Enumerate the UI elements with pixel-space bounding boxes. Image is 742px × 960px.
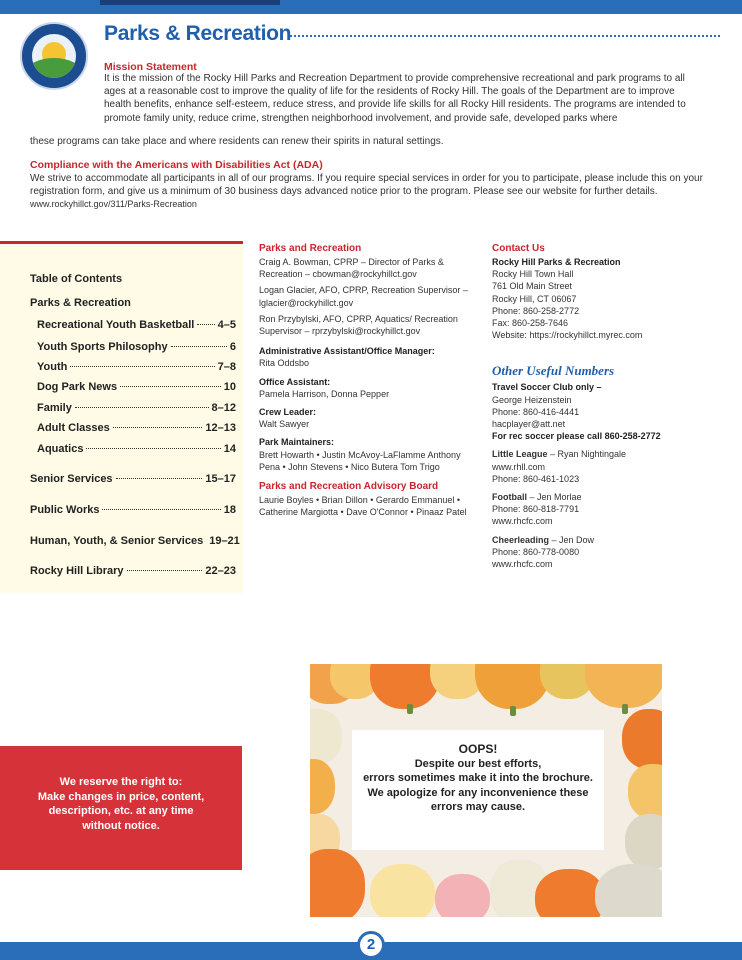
little-league-entry: Little League – Ryan Nightingale [492,449,627,460]
toc-item[interactable]: Dog Park News 10 [37,381,236,393]
office-names: Pamela Harrison, Donna Pepper [259,388,390,399]
contact-column [492,243,722,570]
top-banner-accent [100,0,280,5]
other-numbers-heading: Other Useful Numbers [492,363,615,379]
advisory-board-names: Laurie Boyles • Brian Dillon • Gerardo Emmanuel • Catherine Margiotta • Dave O'Connor • Pinaaz Patel [259,495,467,518]
seal-hill-icon [32,58,76,78]
travel-soccer-contact: George Heizenstein [492,394,572,405]
travel-soccer-title: Travel Soccer Club only – [492,382,602,393]
maintainers-names: Brett Howarth • Justin McAvoy-LaFlamme Anthony Pena • John Stevens • Nico Butera Tom Trigo [259,449,461,472]
oops-title: OOPS! [458,742,498,756]
cheerleading-site-link[interactable]: www.rhcfc.com [492,559,553,570]
seal-emblem [32,34,76,78]
notice-text: We reserve the right to: Make changes in price, content, description, etc. at any time without notice. [37,776,205,832]
contact-fax: Fax: 860-258-7646 [492,318,569,329]
toc-item[interactable]: Recreational Youth Basketball 4–5 [37,319,236,331]
mission-text: It is the mission of the Rocky Hill Parks and Recreation Department to provide comprehensive recreational and park programs to all ages at a reasonable cost to improve the quality of life for the residents of Rocky Hill. The goals of the Department are to improve health benefits, enhance self-esteem, reduce stress, and provide life skills for all Rocky Hill residents. The programs are intended to promote family unity, reduce crime, strengthen neighborhood involvement, and provide safe, developed parks where [104,73,686,124]
toc-section[interactable]: Human, Youth, & Senior Services 19–21 [30,535,240,547]
contact-street: 761 Old Main Street [492,281,573,292]
mission-heading: Mission Statement [104,61,197,73]
rec-soccer-note: For rec soccer please call 860-258-2772 [492,431,661,442]
admin-title: Administrative Assistant/Office Manager: [259,346,435,357]
contact-building: Rocky Hill Town Hall [492,269,574,280]
mission-text-cont: these programs can take place and where residents can renew their spirits in natural settings. [30,136,444,147]
toc-section-parks: Parks & Recreation [30,297,131,309]
staff-supervisor: Logan Glacier, AFO, CPRP, Recreation Supervisor – lglacier@rockyhillct.gov [259,285,468,308]
staff-heading: Parks and Recreation [259,243,362,254]
page-number: 2 [357,931,385,959]
advisory-board-heading: Parks and Recreation Advisory Board [259,481,439,493]
town-seal-logo [20,22,88,90]
staff-column [259,243,479,518]
little-league-phone: Phone: 860-461-1023 [492,473,580,484]
toc-title: Table of Contents [30,273,123,285]
contact-city: Rocky Hill, CT 06067 [492,293,577,304]
toc-section[interactable]: Senior Services 15–17 [30,473,236,485]
office-title: Office Assistant: [259,376,331,387]
football-phone: Phone: 860-818-7791 [492,504,580,515]
cheerleading-entry: Cheerleading – Jen Dow [492,534,595,545]
toc-item[interactable]: Adult Classes 12–13 [37,422,236,434]
oops-message: OOPS! Despite our best efforts, errors sometimes make it into the brochure. We apologize for any inconvenience these errors may cause. [352,742,604,815]
page-title: Parks & Recreation [104,22,292,45]
travel-soccer-phone: Phone: 860-416-4441 [492,406,580,417]
ada-website-link[interactable]: www.rockyhillct.gov/311/Parks-Recreation [30,199,197,210]
football-site-link[interactable]: www.rhcfc.com [492,516,553,527]
staff-director: Craig A. Bowman, CPRP – Director of Parks & Recreation – cbowman@rockyhillct.gov [259,257,444,280]
contact-phone: Phone: 860-258-2772 [492,305,580,316]
football-entry: Football – Jen Morlae [492,492,582,503]
travel-soccer-email-link[interactable]: hacplayer@att.net [492,419,566,430]
toc-section[interactable]: Rocky Hill Library 22–23 [30,565,236,577]
staff-supervisor: Ron Przybylski, AFO, CPRP, Aquatics/ Recreation Supervisor – rprzybylski@rockyhillct.gov [259,313,458,337]
crew-name: Walt Sawyer [259,419,310,430]
title-divider [290,35,720,37]
admin-name: Rita Oddsbo [259,358,310,369]
toc-section[interactable]: Public Works 18 [30,504,236,516]
contact-website-link[interactable]: Website: https://rockyhillct.myrec.com [492,330,643,341]
ada-body: We strive to accommodate all participants in all of our programs. If you require special services in order for you to participate, please include this on your registration form, and give us a minimum of 30 business days advanced notice prior to the program. Please see our website for further details. [30,173,703,198]
contact-org: Rocky Hill Parks & Recreation [492,257,621,267]
toc-top-rule [0,241,243,244]
cheerleading-phone: Phone: 860-778-0080 [492,546,580,557]
ada-text [30,172,710,212]
toc-item[interactable]: Youth 7–8 [37,361,236,373]
contact-heading: Contact Us [492,243,545,254]
toc-item[interactable]: Family 8–12 [37,402,236,414]
toc-item[interactable]: Aquatics 14 [37,443,236,455]
ada-heading: Compliance with the Americans with Disabilities Act (ADA) [30,159,323,171]
crew-title: Crew Leader: [259,407,317,418]
little-league-site-link[interactable]: www.rhll.com [492,461,546,472]
maintainers-title: Park Maintainers: [259,437,335,448]
toc-item[interactable]: Youth Sports Philosophy 6 [37,341,236,353]
